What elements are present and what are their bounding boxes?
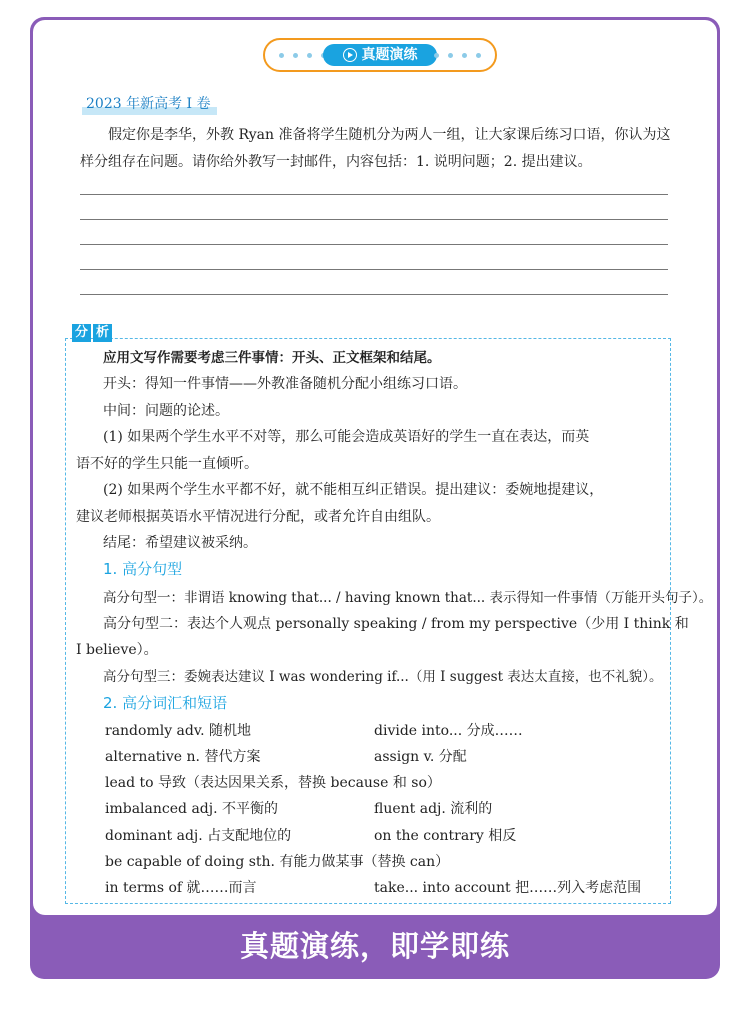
- play-circle-icon: [343, 48, 357, 62]
- answer-line: [80, 194, 668, 195]
- pattern-three: 高分句型三：委婉表达建议 I was wondering if...（用 I suggest 表达太直接，也不礼貌）。: [103, 669, 663, 685]
- analysis-badge-char: 分: [72, 324, 91, 342]
- answer-line: [80, 294, 668, 295]
- question-prompt: 假定你是李华，外教 Ryan 准备将学生随机分为两人一组，让大家课后练习口语，你认为这样分组存在问题。请你给外教写一封邮件，内容包括：1. 说明问题；2. 提出建议。: [80, 127, 671, 170]
- decorative-dots: [279, 53, 326, 58]
- analysis-point1: (1) 如果两个学生水平不对等，那么可能会造成英语好的学生一直在表达，而英: [103, 429, 590, 445]
- analysis-intro: 应用文写作需要考虑三件事情：开头、正文框架和结尾。: [103, 350, 441, 366]
- analysis-opening: 开头：得知一件事情——外教准备随机分配小组练习口语。: [103, 376, 467, 392]
- vocab-item: dominant adj. 占支配地位的: [105, 828, 292, 844]
- section-title-patterns: 1. 高分句型: [103, 560, 183, 578]
- footer-banner: 真题演练，即学即练: [239, 929, 510, 963]
- vocab-item: lead to 导致（表达因果关系，替换 because 和 so）: [105, 775, 441, 791]
- pattern-two: 高分句型二：表达个人观点 personally speaking / from my perspective（少用 I think 和: [103, 616, 689, 632]
- vocab-item: in terms of 就……而言: [105, 880, 257, 896]
- vocab-item: divide into... 分成……: [374, 723, 523, 739]
- section-header-title: 真题演练: [361, 47, 418, 63]
- vocab-item: assign v. 分配: [374, 749, 467, 765]
- section-header: [263, 38, 497, 72]
- answer-line: [80, 269, 668, 270]
- section-title-vocab: 2. 高分词汇和短语: [103, 694, 228, 712]
- analysis-ending: 结尾：希望建议被采纳。: [103, 535, 257, 551]
- answer-line: [80, 244, 668, 245]
- vocab-item: take... into account 把……列入考虑范围: [374, 880, 642, 896]
- vocab-item: be capable of doing sth. 有能力做某事（替换 can）: [105, 854, 450, 870]
- analysis-middle: 中间：问题的论述。: [103, 403, 229, 419]
- answer-line: [80, 219, 668, 220]
- vocab-item: fluent adj. 流利的: [374, 801, 493, 817]
- vocab-item: imbalanced adj. 不平衡的: [105, 801, 278, 817]
- exam-tag: 2023 年新高考 I 卷: [82, 93, 217, 115]
- decorative-dots: [434, 53, 481, 58]
- analysis-badge-char: 析: [93, 324, 112, 342]
- analysis-point2-cont: 建议老师根据英语水平情况进行分配，或者允许自由组队。: [76, 509, 440, 525]
- pattern-one: 高分句型一：非谓语 knowing that... / having known that... 表示得知一件事情（万能开头句子）。: [103, 590, 713, 606]
- section-header-label: [323, 44, 437, 66]
- analysis-badge: [72, 324, 114, 342]
- vocab-item: alternative n. 替代方案: [105, 749, 261, 765]
- pattern-two-cont: I believe）。: [76, 642, 158, 658]
- analysis-point2: (2) 如果两个学生水平都不好，就不能相互纠正错误。提出建议：委婉地提建议，: [103, 482, 604, 498]
- vocab-item: randomly adv. 随机地: [105, 723, 252, 739]
- vocab-item: on the contrary 相反: [374, 828, 517, 844]
- analysis-point1-cont: 语不好的学生只能一直倾听。: [76, 456, 258, 472]
